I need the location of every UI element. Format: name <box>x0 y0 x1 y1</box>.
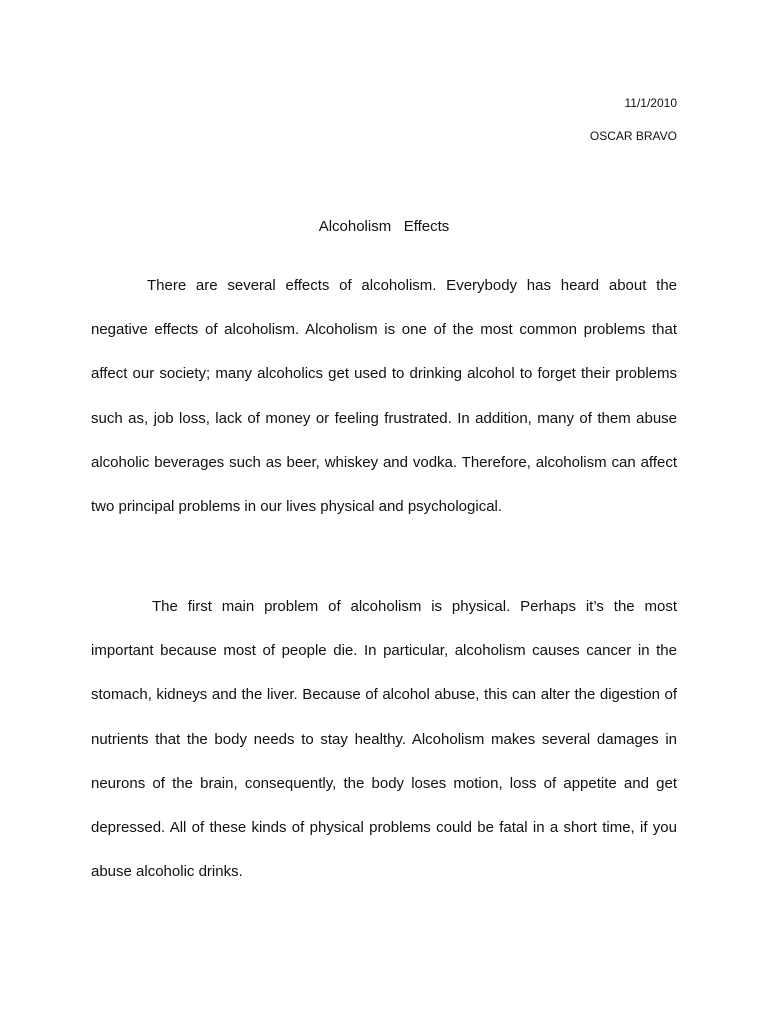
body-paragraph-1: There are several effects of alcoholism. Everybody has heard about the negative effects of alcoholism. Alcoholism is one of the most common problems that affect our society; many alcoholics get used to drinking alcohol to forget their problems such as, job loss, lack of money or feeling frustrated. In addition, many of them abuse alcoholic beverages such as beer, whiskey and vodka. Therefore, alcoholism can affect two principal problems in our lives physical and psychological. <box>91 277 677 516</box>
document-author: OSCAR BRAVO <box>589 129 677 143</box>
document-date: 11/1/2010 <box>624 96 677 110</box>
body-paragraph-2: The first main problem of alcoholism is physical. Perhaps it’s the most important because most of people die. In particular, alcoholism causes cancer in the stomach, kidneys and the liver. Because of alcohol abuse, this can alter the digestion of nutrients that the body needs to stay healthy. Alcoholism makes several damages in neurons of the brain, consequently, the body loses motion, loss of appetite and get depressed. All of these kinds of physical problems could be fatal in a short time, if you abuse alcoholic drinks. <box>91 598 677 881</box>
document-title: Alcoholism Effects <box>318 218 450 235</box>
